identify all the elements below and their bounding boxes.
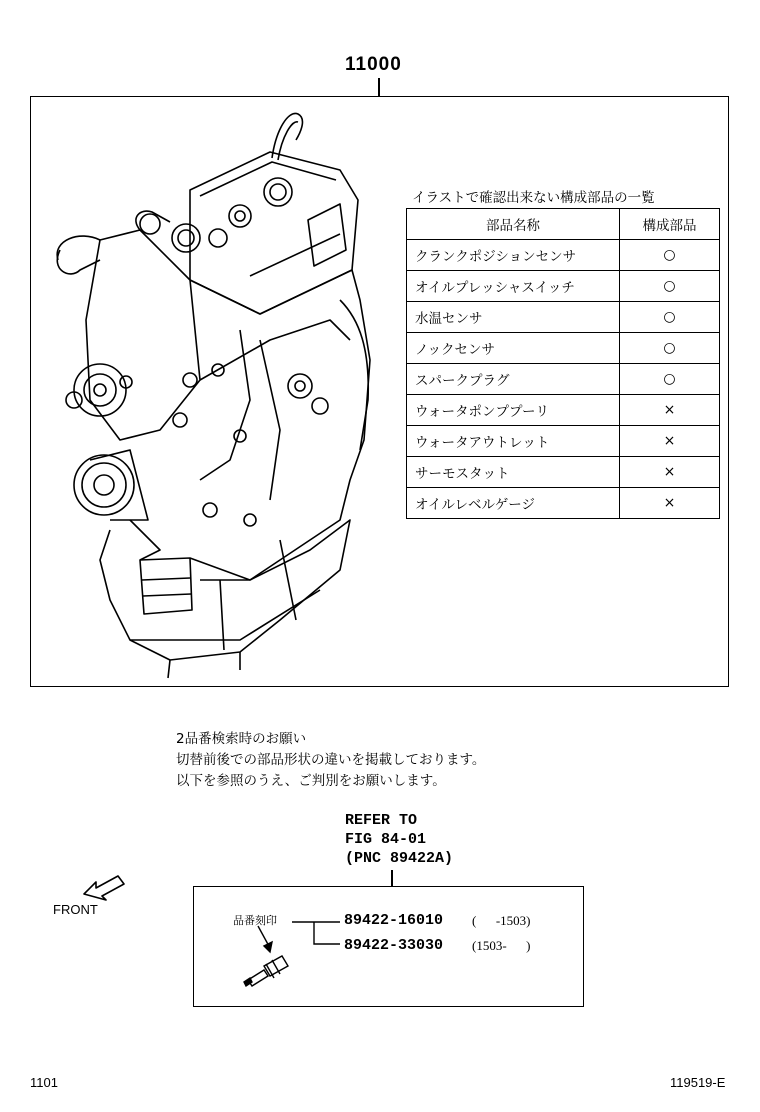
table-row: [407, 302, 720, 333]
part-name-cell: ノックセンサ: [407, 333, 620, 364]
sensor-date-range: (1503- ): [472, 938, 531, 953]
note-line: 以下を参照のうえ、ご判別をお願いします。: [176, 773, 446, 789]
parts-table-title: イラストで確認出来ない構成部品の一覧: [412, 190, 655, 206]
front-label: FRONT: [53, 902, 98, 917]
part-name-cell: スパークプラグ: [407, 364, 620, 395]
part-number-leader-line: [378, 78, 380, 96]
table-row: [407, 364, 720, 395]
figure-code: 119519-E: [670, 1075, 726, 1090]
component-mark-cell: ○: [620, 302, 720, 333]
part-name-cell: オイルプレッシャスイッチ: [407, 271, 620, 302]
component-mark-cell: ×: [620, 426, 720, 457]
refer-leader-line: [391, 870, 393, 886]
note-heading: 2品番検索時のお願い: [176, 731, 307, 747]
sensor-date-range: ( -1503): [472, 913, 531, 928]
part-name-cell: クランクポジションセンサ: [407, 240, 620, 271]
table-header-row: [407, 209, 720, 240]
table-row: [407, 426, 720, 457]
column-header-component: 構成部品: [620, 209, 720, 240]
table-row: [407, 488, 720, 519]
part-name-cell: 水温センサ: [407, 302, 620, 333]
part-name-cell: ウォータアウトレット: [407, 426, 620, 457]
part-name-cell: サーモスタット: [407, 457, 620, 488]
engine-assembly-illustration: [40, 100, 400, 680]
part-number: 11000: [345, 54, 402, 75]
table-row: [407, 240, 720, 271]
stamp-label: 品番刻印: [233, 914, 277, 927]
component-mark-cell: ×: [620, 488, 720, 519]
sensor-part-number: 89422-16010: [344, 912, 444, 929]
component-mark-cell: ○: [620, 364, 720, 395]
front-arrow-icon: [80, 870, 130, 902]
component-mark-cell: ×: [620, 395, 720, 426]
page-code-left: 1101: [30, 1075, 58, 1090]
refer-figure-label: FIG 84-01: [345, 831, 427, 848]
component-mark-cell: ○: [620, 333, 720, 364]
note-line: 切替前後での部品形状の違いを掲載しております。: [176, 752, 486, 768]
table-row: [407, 395, 720, 426]
table-row: [407, 333, 720, 364]
part-name-cell: ウォータポンププーリ: [407, 395, 620, 426]
table-row: [407, 271, 720, 302]
sensor-part-number: 89422-33030: [344, 937, 444, 954]
refer-pnc-label: (PNC 89422A): [345, 850, 454, 867]
sensor-illustration: [230, 908, 350, 998]
part-name-cell: オイルレベルゲージ: [407, 488, 620, 519]
component-mark-cell: ○: [620, 271, 720, 302]
component-mark-cell: ×: [620, 457, 720, 488]
component-mark-cell: ○: [620, 240, 720, 271]
refer-to-label: REFER TO: [345, 812, 418, 829]
table-row: [407, 457, 720, 488]
column-header-part-name: 部品名称: [407, 209, 620, 240]
non-illustrated-parts-table: [406, 208, 720, 519]
